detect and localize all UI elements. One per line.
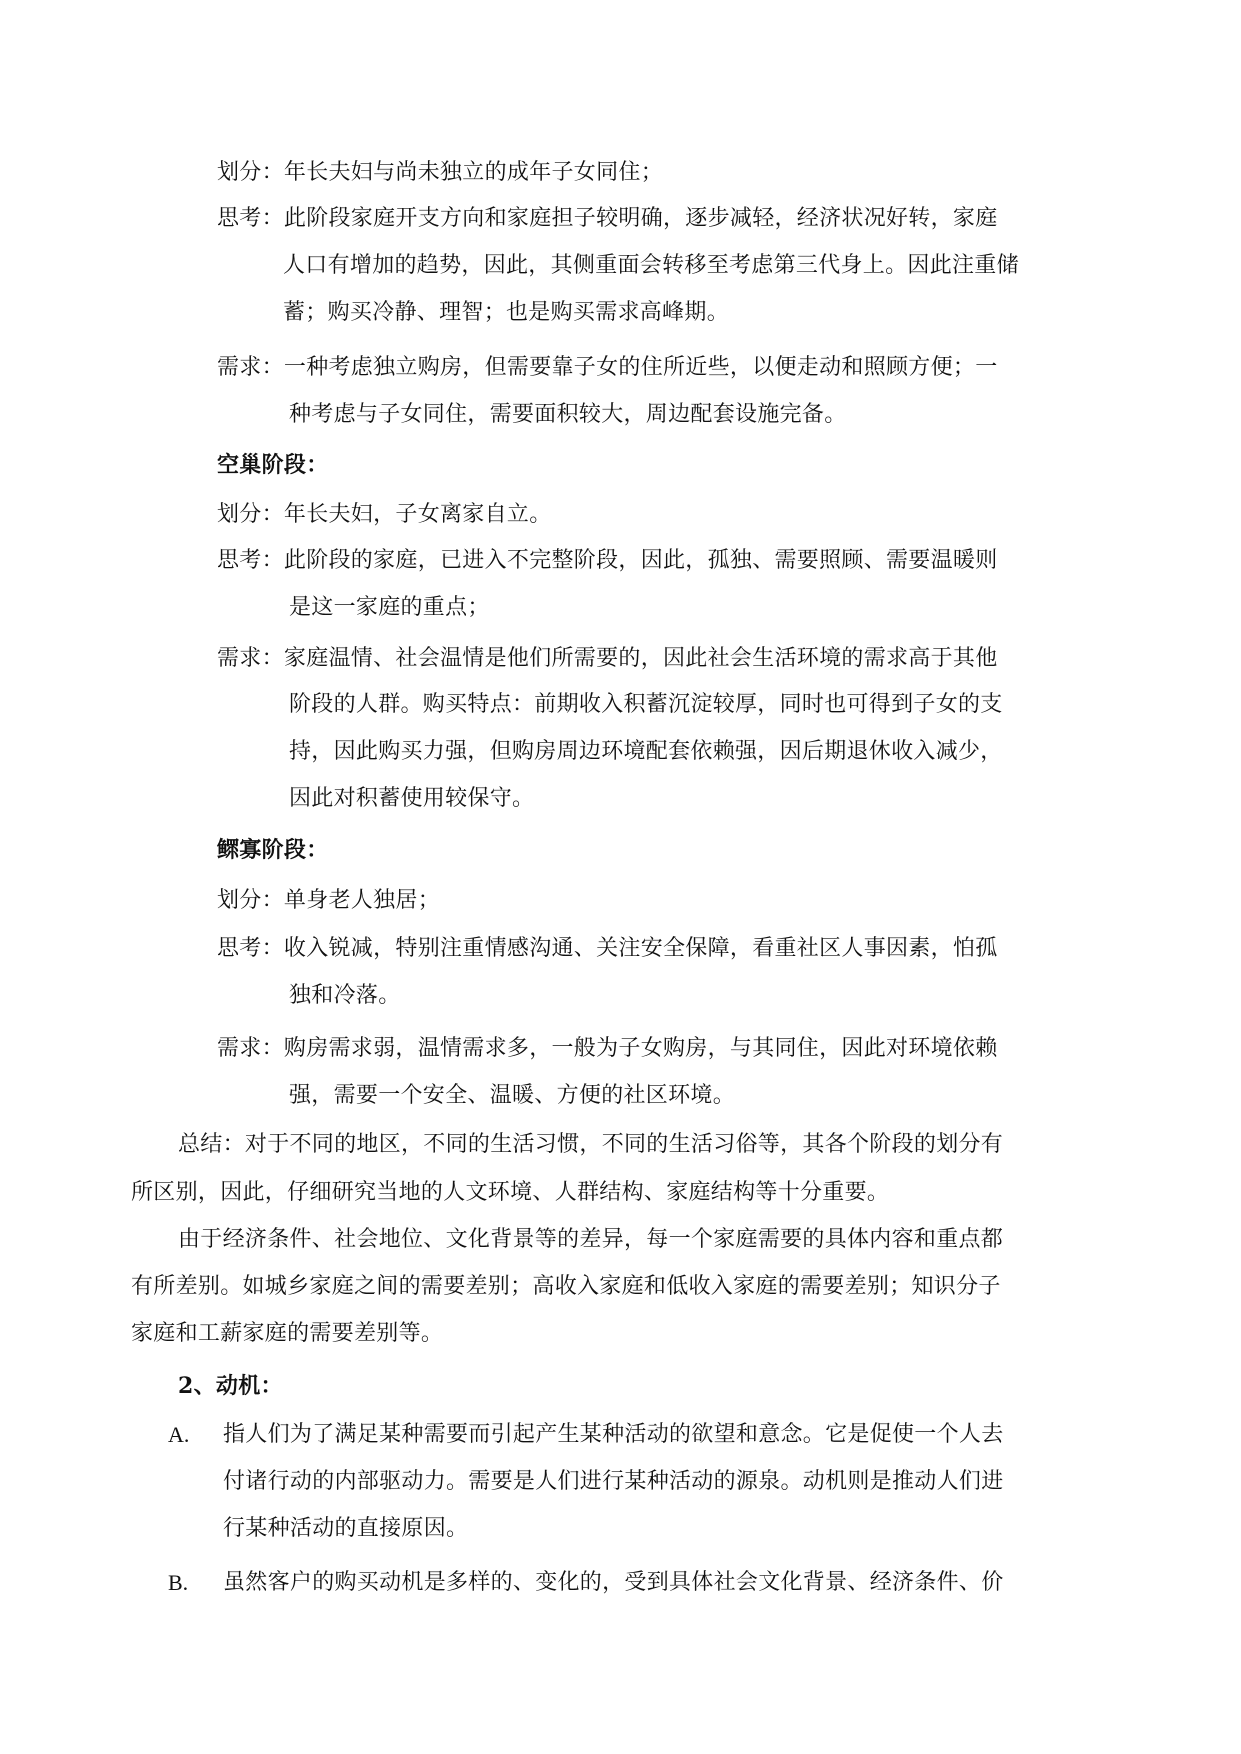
prev-stage-thinking-line-1: 思考：此阶段家庭开支方向和家庭担子较明确，逐步减轻，经济状况好转，家庭	[217, 206, 998, 231]
prev-stage-division: 划分：年长夫妇与尚未独立的成年子女同住；	[217, 160, 664, 185]
empty-nest-thinking-line-2: 是这一家庭的重点；	[289, 595, 490, 620]
widowed-division: 划分：单身老人独居；	[217, 888, 441, 913]
motive-item-b-line-1: 虽然客户的购买动机是多样的、变化的，受到具体社会文化背景、经济条件、价	[223, 1570, 1004, 1595]
widowed-thinking-line-1: 思考：收入锐减，特别注重情感沟通、关注安全保障，看重社区人事因素，怕孤	[217, 936, 998, 961]
empty-nest-needs-line-4: 因此对积蓄使用较保守。	[289, 786, 535, 811]
empty-nest-division: 划分：年长夫妇，子女离家自立。	[217, 502, 552, 527]
widowed-needs-line-1: 需求：购房需求弱，温情需求多，一般为子女购房，与其同住，因此对环境依赖	[217, 1036, 998, 1061]
widowed-heading: 鳏寡阶段：	[217, 837, 329, 863]
motive-item-a-marker: A.	[168, 1422, 190, 1447]
summary-line-2: 所区别，因此，仔细研究当地的人文环境、人群结构、家庭结构等十分重要。	[131, 1180, 890, 1205]
empty-nest-heading: 空巢阶段：	[217, 452, 329, 478]
prev-stage-thinking-line-2: 人口有增加的趋势，因此，其侧重面会转移至考虑第三代身上。因此注重储	[283, 253, 1019, 278]
motive-heading: 2、动机：	[178, 1373, 283, 1399]
widowed-thinking-line-2: 独和冷落。	[289, 983, 401, 1008]
differences-line-3: 家庭和工薪家庭的需要差别等。	[131, 1321, 444, 1346]
motive-item-a-line-3: 行某种活动的直接原因。	[223, 1516, 469, 1541]
differences-line-1: 由于经济条件、社会地位、文化背景等的差异，每一个家庭需要的具体内容和重点都	[178, 1227, 1004, 1252]
prev-stage-needs-line-2: 种考虑与子女同住，需要面积较大，周边配套设施完备。	[289, 402, 847, 427]
motive-item-a-line-1: 指人们为了满足某种需要而引起产生某种活动的欲望和意念。它是促使一个人去	[223, 1422, 1004, 1447]
prev-stage-needs-line-1: 需求：一种考虑独立购房，但需要靠子女的住所近些，以便走动和照顾方便；一	[217, 355, 998, 380]
prev-stage-thinking-line-3: 蓄；购买冷静、理智；也是购买需求高峰期。	[283, 300, 730, 325]
summary-line-1: 总结：对于不同的地区，不同的生活习惯，不同的生活习俗等，其各个阶段的划分有	[178, 1132, 1004, 1157]
empty-nest-thinking-line-1: 思考：此阶段的家庭，已进入不完整阶段，因此，孤独、需要照顾、需要温暖则	[217, 548, 998, 573]
differences-line-2: 有所差别。如城乡家庭之间的需要差别；高收入家庭和低收入家庭的需要差别；知识分子	[131, 1274, 1001, 1299]
empty-nest-needs-line-1: 需求：家庭温情、社会温情是他们所需要的，因此社会生活环境的需求高于其他	[217, 646, 998, 671]
empty-nest-needs-line-3: 持，因此购买力强，但购房周边环境配套依赖强，因后期退休收入减少，	[289, 739, 1003, 764]
motive-item-a-line-2: 付诸行动的内部驱动力。需要是人们进行某种活动的源泉。动机则是推动人们进	[223, 1469, 1004, 1494]
motive-item-b-marker: B.	[168, 1570, 189, 1595]
widowed-needs-line-2: 强，需要一个安全、温暖、方便的社区环境。	[289, 1083, 736, 1108]
empty-nest-needs-line-2: 阶段的人群。购买特点：前期收入积蓄沉淀较厚，同时也可得到子女的支	[289, 692, 1003, 717]
